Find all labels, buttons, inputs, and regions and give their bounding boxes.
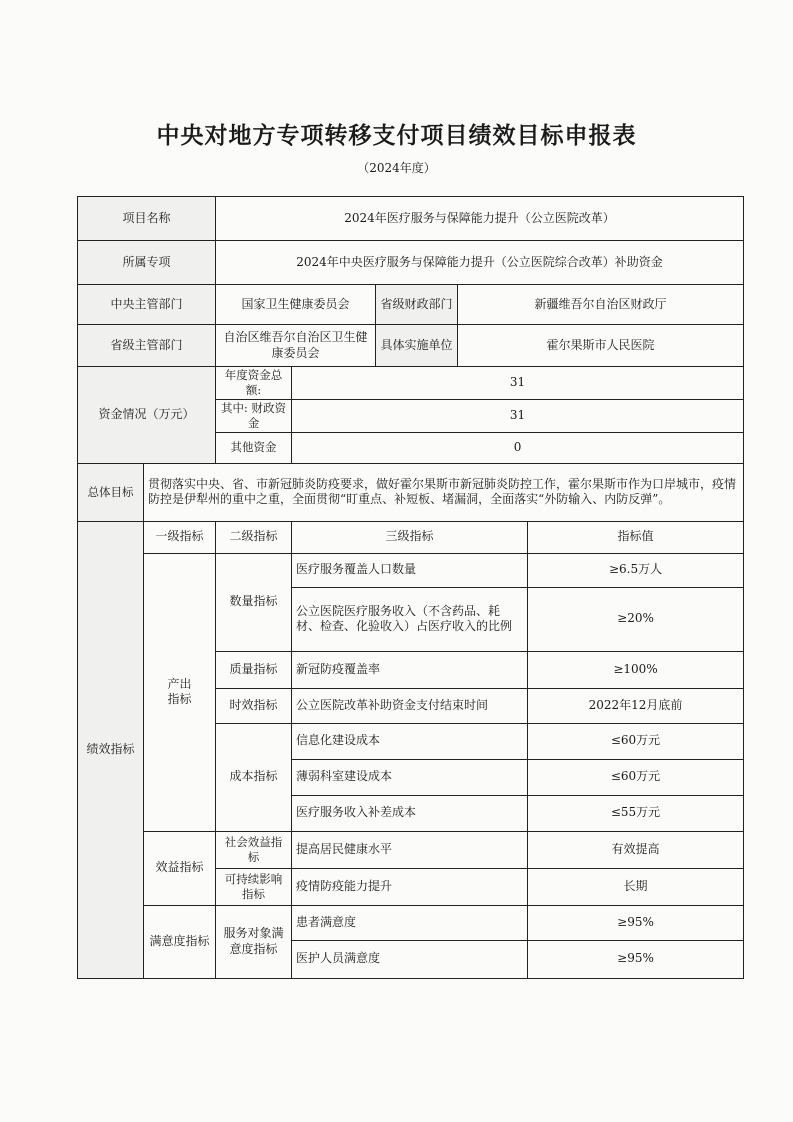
social-label: 社会效益指标 xyxy=(216,831,292,868)
indicator-name: 公立医院改革补助资金支付结束时间 xyxy=(292,688,528,723)
indicator-value: ≥6.5万人 xyxy=(528,553,744,587)
funds-label: 资金情况（万元） xyxy=(78,367,216,464)
central-dept-label: 中央主管部门 xyxy=(78,285,216,325)
performance-table xyxy=(77,196,744,979)
quantity-label: 数量指标 xyxy=(216,553,292,651)
fiscal-funds-label: 其中: 财政资金 xyxy=(216,399,292,432)
fiscal-funds-value: 31 xyxy=(292,399,744,432)
indicator-name: 信息化建设成本 xyxy=(292,723,528,759)
value-header: 指标值 xyxy=(528,521,744,553)
perf-label: 绩效指标 xyxy=(78,521,144,978)
provincial-finance-label: 省级财政部门 xyxy=(376,285,458,325)
indicator-name: 医疗服务收入补差成本 xyxy=(292,795,528,831)
project-name-label: 项目名称 xyxy=(78,197,216,241)
level2-header: 二级指标 xyxy=(216,521,292,553)
indicator-value: ≥20% xyxy=(528,587,744,651)
indicator-name: 疫情防疫能力提升 xyxy=(292,868,528,905)
indicator-name: 医疗服务覆盖人口数量 xyxy=(292,553,528,587)
indicator-value: ≤60万元 xyxy=(528,759,744,795)
indicator-name: 公立医院医疗服务收入（不含药品、耗材、检查、化验收入）占医疗收入的比例 xyxy=(292,587,528,651)
cost-label: 成本指标 xyxy=(216,723,292,831)
indicator-value: ≤55万元 xyxy=(528,795,744,831)
level1-header: 一级指标 xyxy=(144,521,216,553)
benefit-label: 效益指标 xyxy=(144,831,216,905)
sustain-label: 可持续影响指标 xyxy=(216,868,292,905)
level3-header: 三级指标 xyxy=(292,521,528,553)
provincial-finance-value: 新疆维吾尔自治区财政厅 xyxy=(458,285,744,325)
indicator-value: ≥100% xyxy=(528,651,744,688)
indicator-value: 2022年12月底前 xyxy=(528,688,744,723)
output-label: 产出指标 xyxy=(144,553,216,831)
timeliness-label: 时效指标 xyxy=(216,688,292,723)
goal-text: 贯彻落实中央、省、市新冠肺炎防疫要求，做好霍尔果斯市新冠肺炎防控工作，霍尔果斯市作为口岸城市，疫情防控是伊犁州的重中之重，全面贯彻“盯重点、补短板、堵漏洞，全面落实“外防输入、内防反弹”。 xyxy=(144,463,744,521)
annual-funds-label: 年度资金总额: xyxy=(216,367,292,400)
page-title: 中央对地方专项转移支付项目绩效目标申报表 xyxy=(156,123,637,149)
provincial-dept-label: 省级主管部门 xyxy=(78,325,216,367)
project-name-value: 2024年医疗服务与保障能力提升（公立医院改革） xyxy=(216,197,744,241)
indicator-name: 患者满意度 xyxy=(292,905,528,940)
category-label: 所属专项 xyxy=(78,241,216,285)
category-value: 2024年中央医疗服务与保障能力提升（公立医院综合改革）补助资金 xyxy=(216,241,744,285)
annual-funds-value: 31 xyxy=(292,367,744,400)
year-subtitle: （2024年度） xyxy=(357,161,436,175)
indicator-name: 医护人员满意度 xyxy=(292,940,528,978)
quality-label: 质量指标 xyxy=(216,651,292,688)
indicator-value: ≤60万元 xyxy=(528,723,744,759)
indicator-value: ≥95% xyxy=(528,905,744,940)
implementer-label: 具体实施单位 xyxy=(376,325,458,367)
provincial-dept-value: 自治区维吾尔自治区卫生健康委员会 xyxy=(216,325,376,367)
other-funds-label: 其他资金 xyxy=(216,432,292,463)
implementer-value: 霍尔果斯市人民医院 xyxy=(458,325,744,367)
other-funds-value: 0 xyxy=(292,432,744,463)
indicator-name: 新冠防疫覆盖率 xyxy=(292,651,528,688)
service-label: 服务对象满意度指标 xyxy=(216,905,292,978)
indicator-value: 长期 xyxy=(528,868,744,905)
indicator-value: ≥95% xyxy=(528,940,744,978)
goal-label: 总体目标 xyxy=(78,463,144,521)
indicator-name: 薄弱科室建设成本 xyxy=(292,759,528,795)
indicator-name: 提高居民健康水平 xyxy=(292,831,528,868)
satisfaction-label: 满意度指标 xyxy=(144,905,216,978)
indicator-value: 有效提高 xyxy=(528,831,744,868)
central-dept-value: 国家卫生健康委员会 xyxy=(216,285,376,325)
